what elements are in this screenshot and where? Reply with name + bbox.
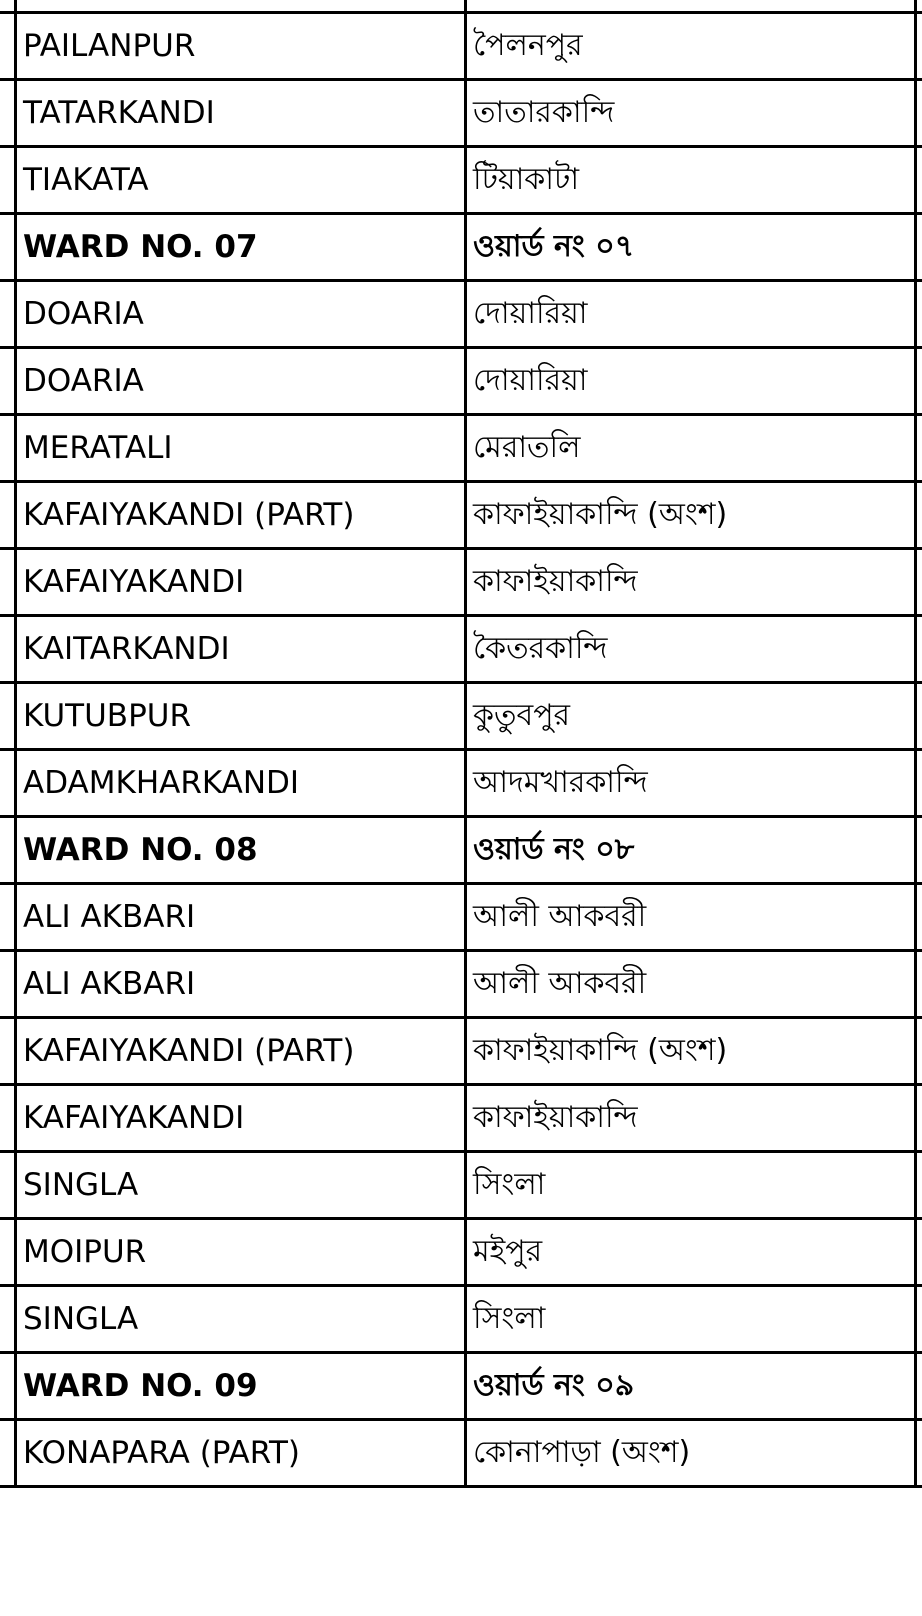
english-name-cell: SINGLA [16, 1152, 466, 1219]
table-row [0, 683, 922, 750]
edge-cell-left [0, 884, 16, 951]
bengali-name-cell: টিয়াকাটা [466, 147, 916, 214]
edge-cell-left [0, 549, 16, 616]
english-name-cell: DOARIA [16, 348, 466, 415]
edge-cell-left [0, 683, 16, 750]
edge-cell-right [916, 214, 922, 281]
edge-cell-right [916, 1219, 922, 1286]
bengali-name-cell: কাফাইয়াকান্দি (অংশ) [466, 1018, 916, 1085]
english-name-cell: WARD NO. 07 [16, 214, 466, 281]
english-name-cell: SINGLA [16, 1286, 466, 1353]
bengali-name-cell: আদমখারকান্দি [466, 750, 916, 817]
edge-cell-right [916, 147, 922, 214]
bengali-name-cell: কাফাইয়াকান্দি [466, 549, 916, 616]
table-row [0, 1152, 922, 1219]
english-name-cell: ADAMKHARKANDI [16, 750, 466, 817]
edge-cell-left [0, 1219, 16, 1286]
english-name-cell: DOARIA [16, 281, 466, 348]
bengali-name-cell: মইপুর [466, 1219, 916, 1286]
english-name-cell: WARD NO. 09 [16, 1353, 466, 1420]
english-name-cell: ALI AKBARI [16, 951, 466, 1018]
edge-cell-right [916, 1353, 922, 1420]
table-row [0, 281, 922, 348]
table-row [0, 13, 922, 80]
english-name-cell: TIAKATA [16, 147, 466, 214]
table-row [0, 1286, 922, 1353]
edge-cell-right [916, 0, 922, 13]
bengali-name-cell: ওয়ার্ড নং ০৮ [466, 817, 916, 884]
english-name-cell: PAILANPUR [16, 13, 466, 80]
english-name-cell: KUTUBPUR [16, 683, 466, 750]
edge-cell-right [916, 1420, 922, 1487]
ward-header-row [0, 817, 922, 884]
edge-cell-right [916, 1018, 922, 1085]
bengali-name-cell: কুতুবপুর [466, 683, 916, 750]
table-row [0, 482, 922, 549]
edge-cell-left [0, 1286, 16, 1353]
english-name-cell: TATARKANDI [16, 80, 466, 147]
edge-cell-right [916, 1286, 922, 1353]
edge-cell-right [916, 13, 922, 80]
english-name-cell: ALI AKBARI [16, 884, 466, 951]
edge-cell-left [0, 80, 16, 147]
bengali-name-cell: সিংলা [466, 1152, 916, 1219]
edge-cell-right [916, 348, 922, 415]
bengali-name-cell: কাফাইয়াকান্দি (অংশ) [466, 482, 916, 549]
edge-cell-right [916, 482, 922, 549]
edge-cell-left [0, 147, 16, 214]
english-name-cell: KAITARKANDI [16, 616, 466, 683]
bengali-name-cell: পৈলনপুর [466, 13, 916, 80]
bengali-name-cell: আলী আকবরী [466, 884, 916, 951]
edge-cell-left [0, 1353, 16, 1420]
bengali-name-cell: ওয়ার্ড নং ০৯ [466, 1353, 916, 1420]
edge-cell-right [916, 1085, 922, 1152]
edge-cell-left [0, 750, 16, 817]
table-row [0, 750, 922, 817]
edge-cell-left [0, 0, 16, 13]
edge-cell-right [916, 415, 922, 482]
english-name-cell: KAFAIYAKANDI (PART) [16, 482, 466, 549]
table-row [0, 1018, 922, 1085]
bengali-name-cell: ওয়ার্ড নং ০৭ [466, 214, 916, 281]
english-name-cell: MOIPUR [16, 1219, 466, 1286]
edge-cell-left [0, 415, 16, 482]
bengali-name-cell: কাফাইয়াকান্দি [466, 1085, 916, 1152]
edge-cell-left [0, 817, 16, 884]
edge-cell-right [916, 750, 922, 817]
edge-cell-left [0, 281, 16, 348]
table-row-cut-off [0, 0, 922, 13]
english-name-cell: KAFAIYAKANDI (PART) [16, 1018, 466, 1085]
bengali-name-cell [466, 0, 916, 13]
edge-cell-right [916, 884, 922, 951]
edge-cell-left [0, 1420, 16, 1487]
edge-cell-left [0, 13, 16, 80]
table-row [0, 415, 922, 482]
edge-cell-right [916, 549, 922, 616]
table-row [0, 147, 922, 214]
bengali-name-cell: মেরাতলি [466, 415, 916, 482]
table-row [0, 951, 922, 1018]
edge-cell-right [916, 951, 922, 1018]
table-row [0, 616, 922, 683]
ward-header-row [0, 1353, 922, 1420]
edge-cell-left [0, 1085, 16, 1152]
edge-cell-right [916, 1152, 922, 1219]
table-row [0, 1219, 922, 1286]
ward-header-row [0, 214, 922, 281]
edge-cell-right [916, 616, 922, 683]
edge-cell-right [916, 683, 922, 750]
edge-cell-left [0, 214, 16, 281]
bengali-name-cell: দোয়ারিয়া [466, 348, 916, 415]
edge-cell-left [0, 951, 16, 1018]
edge-cell-left [0, 482, 16, 549]
bengali-name-cell: আলী আকবরী [466, 951, 916, 1018]
edge-cell-left [0, 348, 16, 415]
bengali-name-cell: কোনাপাড়া (অংশ) [466, 1420, 916, 1487]
english-name-cell: KONAPARA (PART) [16, 1420, 466, 1487]
edge-cell-right [916, 80, 922, 147]
table-row [0, 1420, 922, 1487]
edge-cell-left [0, 1018, 16, 1085]
table-row [0, 348, 922, 415]
bengali-name-cell: সিংলা [466, 1286, 916, 1353]
edge-cell-right [916, 817, 922, 884]
edge-cell-left [0, 1152, 16, 1219]
english-name-cell: KAFAIYAKANDI [16, 1085, 466, 1152]
bengali-name-cell: তাতারকান্দি [466, 80, 916, 147]
table-row [0, 884, 922, 951]
english-name-cell: MERATALI [16, 415, 466, 482]
english-name-cell: WARD NO. 08 [16, 817, 466, 884]
english-name-cell [16, 0, 466, 13]
table-row [0, 80, 922, 147]
bengali-name-cell: কৈতরকান্দি [466, 616, 916, 683]
table-row [0, 1085, 922, 1152]
english-name-cell: KAFAIYAKANDI [16, 549, 466, 616]
edge-cell-right [916, 281, 922, 348]
edge-cell-left [0, 616, 16, 683]
bengali-name-cell: দোয়ারিয়া [466, 281, 916, 348]
table-row [0, 549, 922, 616]
